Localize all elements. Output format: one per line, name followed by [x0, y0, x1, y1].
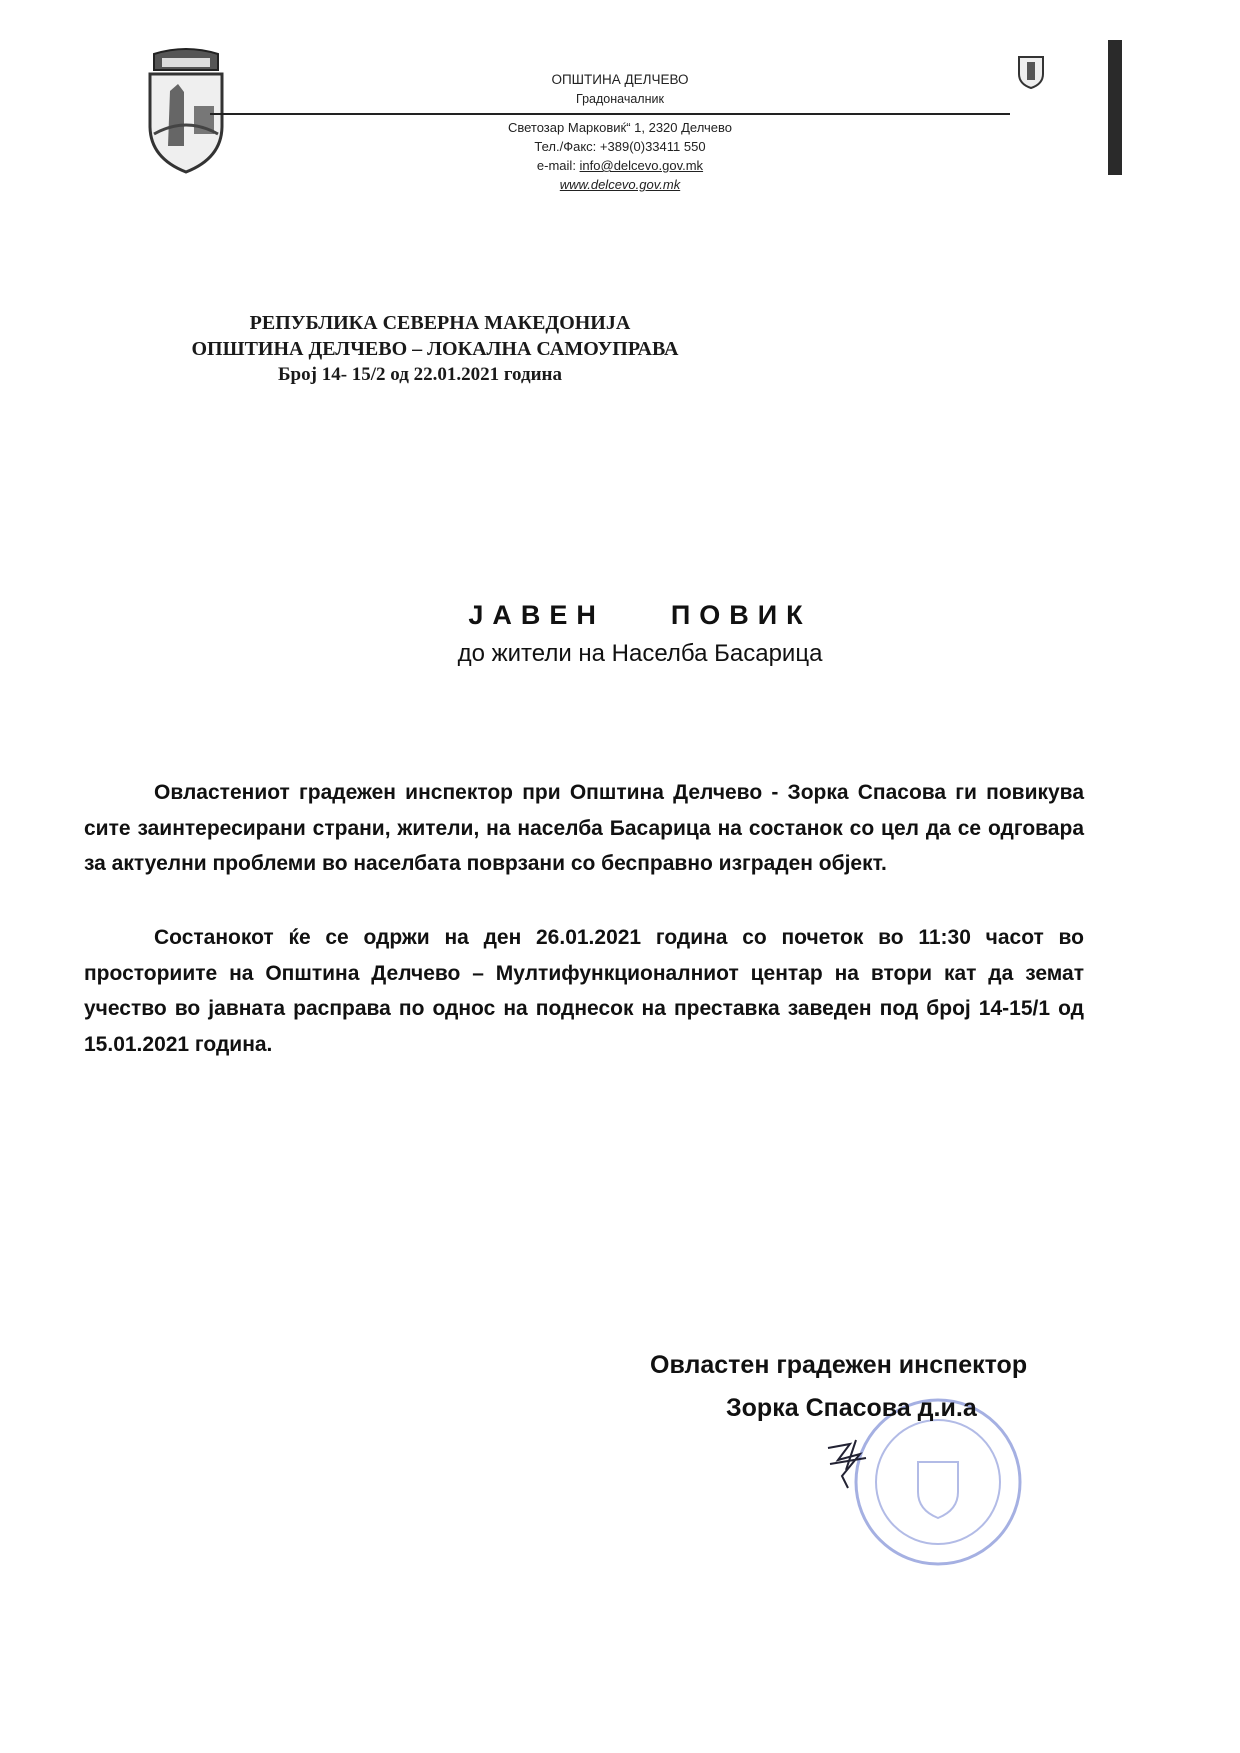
document-title: ЈАВЕН ПОВИК [468, 600, 812, 630]
registry-number: Број 14- 15/2 од 22.01.2021 година [278, 364, 562, 385]
signatory-role: Овластен градежен инспектор [650, 1351, 1028, 1379]
letterhead-divider [210, 113, 1010, 115]
website-link[interactable]: www.delcevo.gov.mk [559, 177, 681, 192]
letterhead-title: ОПШТИНА ДЕЛЧЕВО [551, 72, 689, 87]
email-link[interactable]: info@delcevo.gov.mk [579, 158, 704, 173]
signatory-name: Зорка Спасова д.и.а [726, 1394, 977, 1422]
municipality-coat-of-arms-icon [140, 46, 232, 174]
scan-edge [1108, 40, 1122, 175]
body-paragraph-1 [84, 775, 1084, 882]
email-label: e-mail: [536, 158, 580, 173]
document-subtitle: до жители на Населба Басарица [457, 640, 823, 667]
body-paragraph-2 [84, 920, 1084, 1062]
paragraph-text: Состанокот ќе се одржи на ден 26.01.2021 година со почеток во 11:30 часот во просториите на Општина Делчево – Мултифункционалниот центар на втори кат да земат учество во јавната расправа по однос на поднесок на преставка заведен под број 14-15/1 од 15.01.2021 година. [84, 926, 1084, 1056]
handwritten-signature-icon [820, 1430, 900, 1490]
emblem-icon [1016, 54, 1046, 90]
registry-country: РЕПУБЛИКА СЕВЕРНА МАКЕДОНИЈА [249, 312, 631, 334]
letterhead-subtitle: Градоначалник [576, 92, 664, 106]
letterhead-address: Светозар Марковиќ“ 1, 2320 Делчево [507, 120, 733, 135]
paragraph-text: Овластениот градежен инспектор при Општина Делчево - Зорка Спасова ги повикува сите заинтересирани страни, жители, на населба Басарица на состанок со цел да се одговара за актуелни проблеми во населбата поврзани со бесправно изграден објект. [84, 781, 1084, 875]
letterhead-email-line [430, 156, 810, 175]
registry-municipality: ОПШТИНА ДЕЛЧЕВО – ЛОКАЛНА САМОУПРАВА [191, 338, 679, 360]
letterhead-phone: Тел./Факс: +389(0)33411 550 [534, 139, 706, 154]
